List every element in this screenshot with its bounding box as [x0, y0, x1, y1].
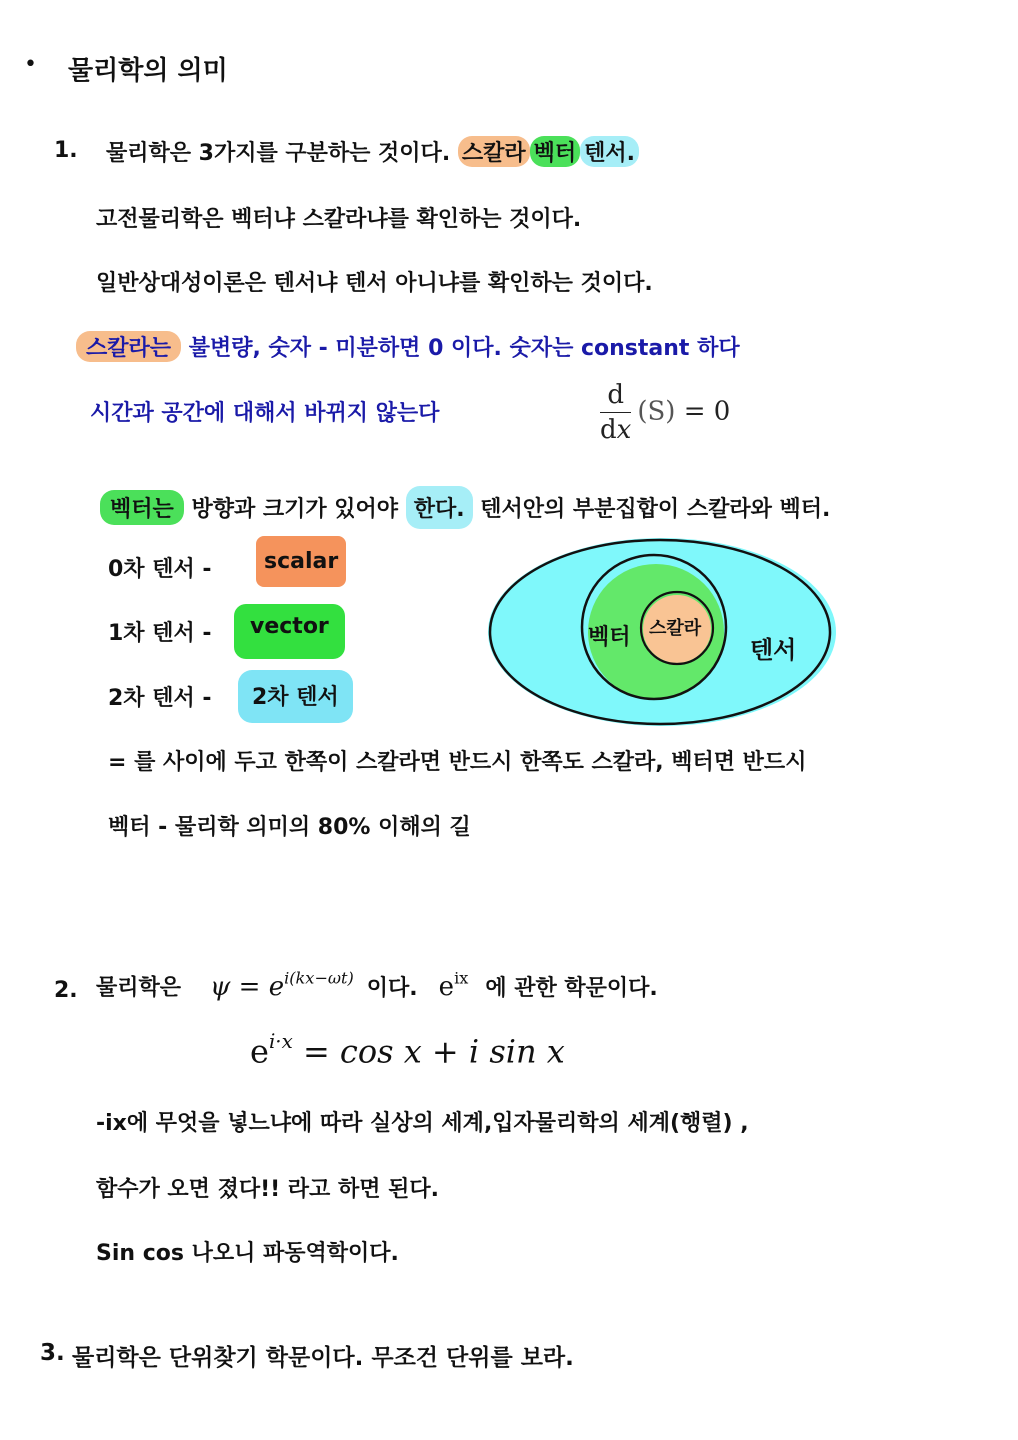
highlight-handa: 한다.: [406, 486, 473, 529]
highlight-scalar-note: 스칼라는: [76, 331, 181, 362]
tensor1-value: [234, 604, 345, 659]
formula-equals: = 0: [683, 396, 731, 427]
equals-rule-line-b: 벡터 - 물리학 의미의 80% 이해의 길: [108, 815, 471, 840]
sincos-line: Sin cos 나오니 파동역학이다.: [96, 1241, 399, 1266]
fraction-denominator: dx: [600, 415, 632, 445]
time-space-note: 시간과 공간에 대해서 바뀌지 않는다: [90, 401, 440, 426]
section1-main-line: [106, 136, 639, 167]
tensor0-label: 0차 텐서 -: [108, 557, 212, 582]
tensor2-value: [238, 670, 353, 723]
euler-exponent: i·x: [268, 1030, 293, 1053]
eix-base: e: [438, 971, 455, 1002]
diagram-tensor-label: 텐서: [750, 636, 797, 664]
fraction-numerator: d: [600, 380, 631, 413]
function-line: 함수가 오면 졌다!! 라고 하면 된다.: [96, 1177, 439, 1202]
tensor0-value: [256, 536, 346, 587]
psi-equation: [210, 968, 354, 1002]
highlight-scalar-box: scalar: [256, 536, 346, 587]
tensor2-label: 2차 텐서 -: [108, 686, 212, 711]
scalar-note-text: 불변량, 숫자 - 미분하면 0 이다. 숫자는 constant 하다: [188, 336, 740, 361]
vector-line: [100, 486, 830, 529]
highlight-scalar: 스칼라: [458, 136, 530, 167]
section1-number: 1.: [54, 138, 78, 163]
psi-exponent: i(kx−ωt): [284, 968, 354, 987]
vector-line-b: 텐서안의 부분집합이 스칼라와 벡터.: [480, 497, 831, 522]
highlight-tensor: 텐서.: [580, 136, 639, 167]
highlight-vector-note: 벡터는: [100, 490, 184, 525]
relativity-line: 일반상대성이론은 텐서냐 텐서 아니냐를 확인하는 것이다.: [96, 271, 653, 296]
eix-exponent: ix: [454, 968, 469, 987]
section1-main-text: 물리학은 3가지를 구분하는 것이다.: [106, 141, 451, 166]
highlight-tensor2-box: 2차 텐서: [238, 670, 353, 723]
highlight-vector-box: vector: [234, 604, 345, 659]
diagram-scalar-label: 스칼라: [649, 618, 702, 639]
section2-line: [96, 968, 658, 1002]
euler-rest: = cos x + i sin x: [302, 1032, 565, 1071]
heading-bullet: •: [24, 52, 37, 77]
section2-number: 2.: [54, 978, 78, 1003]
section2-mid: 이다.: [366, 975, 418, 1001]
derivative-formula: [600, 380, 730, 445]
tensor1-label: 1차 텐서 -: [108, 621, 212, 646]
diagram-vector-label: 벡터: [588, 625, 631, 650]
section2-lead: 물리학은: [96, 975, 182, 1001]
formula-argument: (S): [637, 396, 676, 427]
vector-line-a: 방향과 크기가 있어야: [191, 497, 399, 522]
euler-base: e: [250, 1032, 269, 1071]
psi-base: ψ = e: [210, 971, 285, 1002]
page-title: 물리학의 의미: [68, 56, 228, 86]
eix-expression: [438, 968, 469, 1002]
tensor-set-diagram: [484, 534, 844, 738]
fraction-variable: x: [616, 415, 632, 445]
euler-formula: [250, 1030, 565, 1070]
scalar-note-line: [76, 331, 740, 362]
equals-rule-line-a: = 를 사이에 두고 한쪽이 스칼라면 반드시 한쪽도 스칼라, 벡터면 반드시: [108, 750, 807, 775]
ix-line: -ix에 무엇을 넣느냐에 따라 실상의 세계,입자물리학의 세계(행렬) ,: [96, 1111, 749, 1136]
classical-physics-line: 고전물리학은 벡터냐 스칼라냐를 확인하는 것이다.: [96, 207, 582, 232]
highlight-vector: 벡터: [530, 136, 581, 167]
derivative-fraction: [600, 380, 631, 445]
section3-number: 3.: [40, 1340, 65, 1366]
section2-tail: 에 관한 학문이다.: [485, 975, 658, 1001]
section3-text: 물리학은 단위찾기 학문이다. 무조건 단위를 보라.: [72, 1345, 574, 1371]
